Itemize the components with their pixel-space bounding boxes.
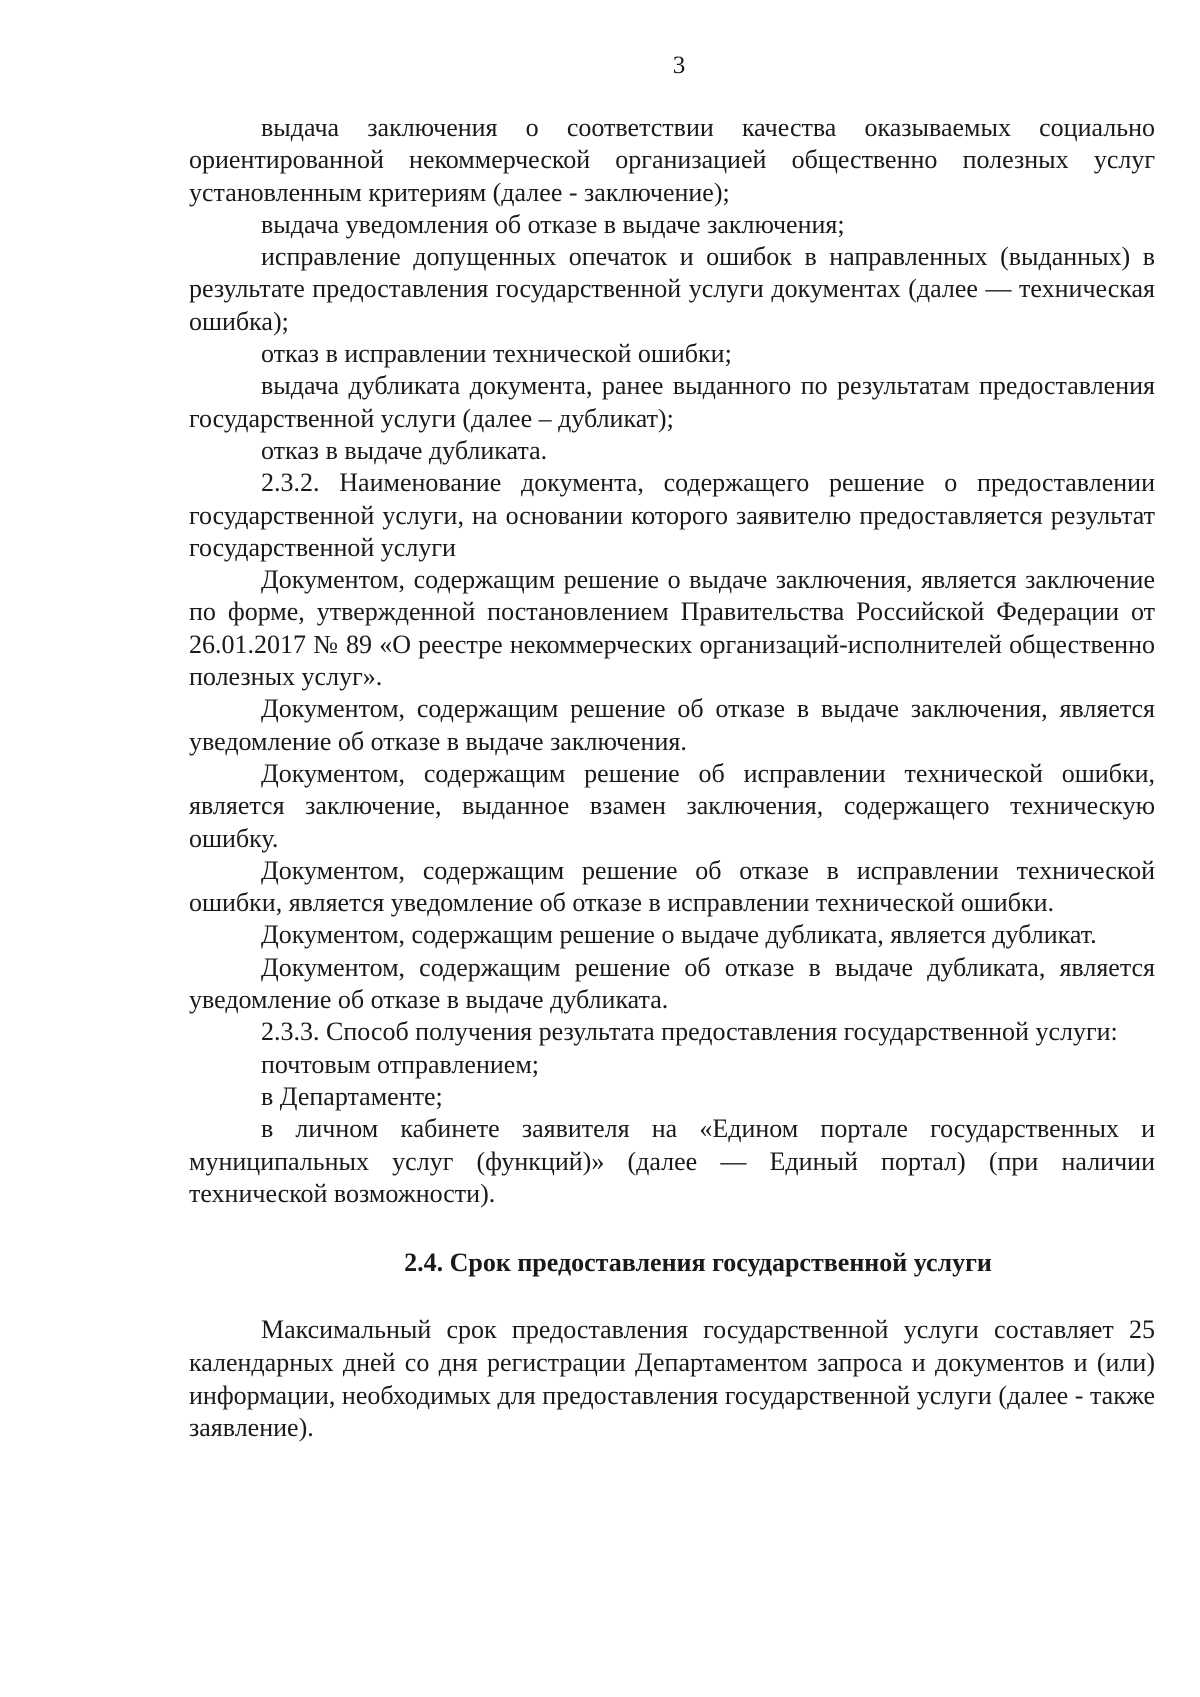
paragraph: Документом, содержащим решение о выдаче заключения, является заключение по форме, утвержденной постановлением Правительства Российской Федерации от 26.01.2017 № 89 «О реестре некоммерческих организаций-исполнителей общественно полезных услуг». [189,565,1155,692]
paragraph: выдача уведомления об отказе в выдаче заключения; [261,209,845,239]
paragraph: 2.3.2. Наименование документа, содержащего решение о предоставлении государственной услуги, на основании которого заявителю предоставляется результат государственной услуги [189,468,1155,562]
paragraph: Документом, содержащим решение об отказе в исправлении технической ошибки, является уведомление об отказе в исправлении технической ошибки. [189,855,1155,918]
paragraph: исправление допущенных опечаток и ошибок в направленных (выданных) в результате предоставления государственной услуги документах (далее — техническая ошибка); [189,242,1155,336]
section-heading: 2.4. Срок предоставления государственной услуги [404,1248,992,1278]
paragraph: Документом, содержащим решение об отказе в выдаче дубликата, является уведомление об отказе в выдаче дубликата. [189,952,1155,1015]
paragraph: почтовым отправлением; [261,1049,540,1079]
document-body [189,112,1155,1445]
paragraph: отказ в выдаче дубликата. [261,435,548,465]
paragraph: Документом, содержащим решение о выдаче дубликата, является дубликат. [261,920,1097,950]
paragraph: в личном кабинете заявителя на «Едином портале государственных и муниципальных услуг (функций)» (далее — Единый портал) (при наличии технической возможности). [189,1114,1155,1208]
paragraph: в Департаменте; [261,1081,443,1111]
paragraph: Документом, содержащим решение об исправлении технической ошибки, является заключение, выданное взамен заключения, содержащего техническую ошибку. [189,758,1155,853]
paragraph: Документом, содержащим решение об отказе в выдаче заключения, является уведомление об отказе в выдаче заключения. [189,694,1155,756]
paragraph: 2.3.3. Способ получения результата предоставления государственной услуги: [261,1017,1118,1047]
paragraph: выдача заключения о соответствии качества оказываемых социально ориентированной некоммерческой организацией общественно полезных услуг установленным критериям (далее - заключение); [189,113,1155,207]
paragraph: отказ в исправлении технической ошибки; [261,339,732,369]
paragraph: выдача дубликата документа, ранее выданного по результатам предоставления государственной услуги (далее – дубликат); [189,371,1155,433]
page-number: 3 [672,52,686,79]
paragraph: Максимальный срок предоставления государственной услуги составляет 25 календарных дней со дня регистрации Департаментом запроса и документов и (или) информации, необходимых для предоставления государственной услуги (далее - также заявление). [189,1315,1155,1443]
